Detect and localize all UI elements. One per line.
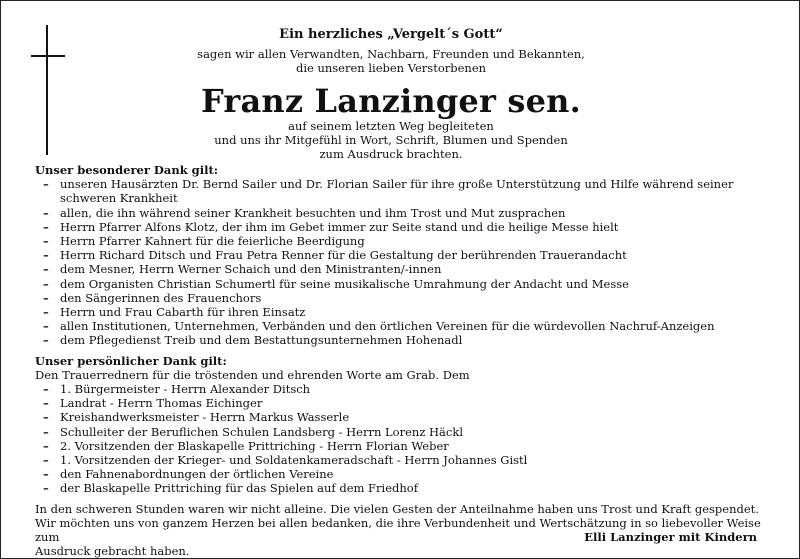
- list-item: – Herrn Pfarrer Kahnert für die feierliche Beerdigung: [43, 234, 365, 249]
- dash-icon: –: [43, 396, 49, 411]
- dash-icon: –: [43, 453, 49, 468]
- closing-line: In den schweren Stunden waren wir nicht alleine. Die vielen Gesten der Anteilnahme haben uns Trost und Kraft gespendet.: [35, 501, 759, 516]
- dash-icon: –: [43, 276, 49, 291]
- list-item: – 2. Vorsitzenden der Blaskapelle Prittriching - Herrn Florian Weber: [43, 438, 449, 453]
- list-item: – dem Mesner, Herrn Werner Schaich und den Ministranten/-innen: [43, 262, 442, 277]
- list-item: – 1. Vorsitzenden der Krieger- und Soldatenkameradschaft - Herrn Johannes Gistl: [43, 453, 528, 468]
- list-item: – 1. Bürgermeister - Herrn Alexander Ditsch: [43, 382, 311, 397]
- closing-line: Wir möchten uns von ganzem Herzen bei allen bedanken, die ihre Verbundenheit und Wertschätzung in so liebevoller Weise zum: [35, 515, 761, 545]
- list-item: – dem Pflegedienst Treib und dem Bestattungsunternehmen Hohenadl: [43, 333, 463, 348]
- special-thanks-title: Unser besonderer Dank gilt:: [35, 163, 218, 177]
- dash-icon: –: [43, 262, 49, 277]
- personal-thanks-title: Unser persönlicher Dank gilt:: [35, 353, 227, 368]
- list-item: – den Fahnenabordnungen der örtlichen Vereine: [43, 467, 334, 482]
- thanks-content: [35, 163, 775, 558]
- dash-icon: –: [43, 177, 49, 192]
- dash-icon: –: [43, 219, 49, 234]
- list-item: – Herrn Pfarrer Alfons Klotz, der ihm im Gebet immer zur Seite stand und die heilige Messe hielt: [43, 219, 619, 234]
- dash-icon: –: [43, 333, 49, 348]
- dash-icon: –: [43, 319, 49, 334]
- deceased-name: Franz Lanzinger sen.: [201, 82, 581, 120]
- after-name-text: [111, 119, 671, 161]
- personal-thanks-intro: Den Trauerrednern für die tröstenden und ehrenden Worte am Grab. Dem: [35, 367, 470, 382]
- personal-thanks-list: [35, 382, 775, 496]
- list-item: – den Sängerinnen des Frauenchors: [43, 290, 262, 305]
- cross-icon: [31, 25, 65, 155]
- list-item: – allen, die ihn während seiner Krankheit besuchten und ihm Trost und Mut zusprachen: [43, 205, 566, 220]
- list-item: – unseren Hausärzten Dr. Bernd Sailer und Dr. Florian Sailer für ihre große Unterstützung und Hilfe während seiner schweren Krankheit: [43, 177, 734, 206]
- dash-icon: –: [43, 290, 49, 305]
- headline: Ein herzliches „Vergelt´s Gott“: [279, 27, 503, 42]
- list-item: – Schulleiter der Beruflichen Schulen Landsberg - Herrn Lorenz Häckl: [43, 424, 464, 439]
- after-name-line: und uns ihr Mitgefühl in Wort, Schrift, Blumen und Spenden: [214, 133, 568, 147]
- dash-icon: –: [43, 410, 49, 425]
- list-item: – allen Institutionen, Unternehmen, Verbänden und den örtlichen Vereinen für die würdevollen Nachruf-Anzeigen: [43, 319, 715, 334]
- dash-icon: –: [43, 438, 49, 453]
- dash-icon: –: [43, 382, 49, 397]
- dash-icon: –: [43, 467, 49, 482]
- special-thanks-list: [35, 177, 775, 347]
- list-item: – Landrat - Herrn Thomas Eichinger: [43, 396, 263, 411]
- after-name-line: zum Ausdruck brachten.: [319, 147, 463, 161]
- after-name-line: auf seinem letzten Weg begleiteten: [288, 119, 494, 133]
- closing-line: Ausdruck gebracht haben.: [35, 544, 190, 559]
- intro-line: sagen wir allen Verwandten, Nachbarn, Freunden und Bekannten,: [197, 47, 585, 61]
- intro-text: [111, 47, 671, 75]
- dash-icon: –: [43, 248, 49, 263]
- list-item: – Kreishandwerksmeister - Herrn Markus Wasserle: [43, 410, 350, 425]
- list-item: – Herrn und Frau Cabarth für ihren Einsatz: [43, 305, 306, 320]
- dash-icon: –: [43, 305, 49, 320]
- dash-icon: –: [43, 205, 49, 220]
- list-item: – der Blaskapelle Prittriching für das Spielen auf dem Friedhof: [43, 481, 418, 496]
- signature: Elli Lanzinger mit Kindern: [584, 530, 757, 544]
- dash-icon: –: [43, 234, 49, 249]
- intro-line: die unseren lieben Verstorbenen: [295, 61, 487, 75]
- dash-icon: –: [43, 424, 49, 439]
- dash-icon: –: [43, 481, 49, 496]
- list-item: – Herrn Richard Ditsch und Frau Petra Renner für die Gestaltung der berührenden Trauerandacht: [43, 248, 627, 263]
- list-item: – dem Organisten Christian Schumertl für seine musikalische Umrahmung der Andacht und Messe: [43, 276, 629, 291]
